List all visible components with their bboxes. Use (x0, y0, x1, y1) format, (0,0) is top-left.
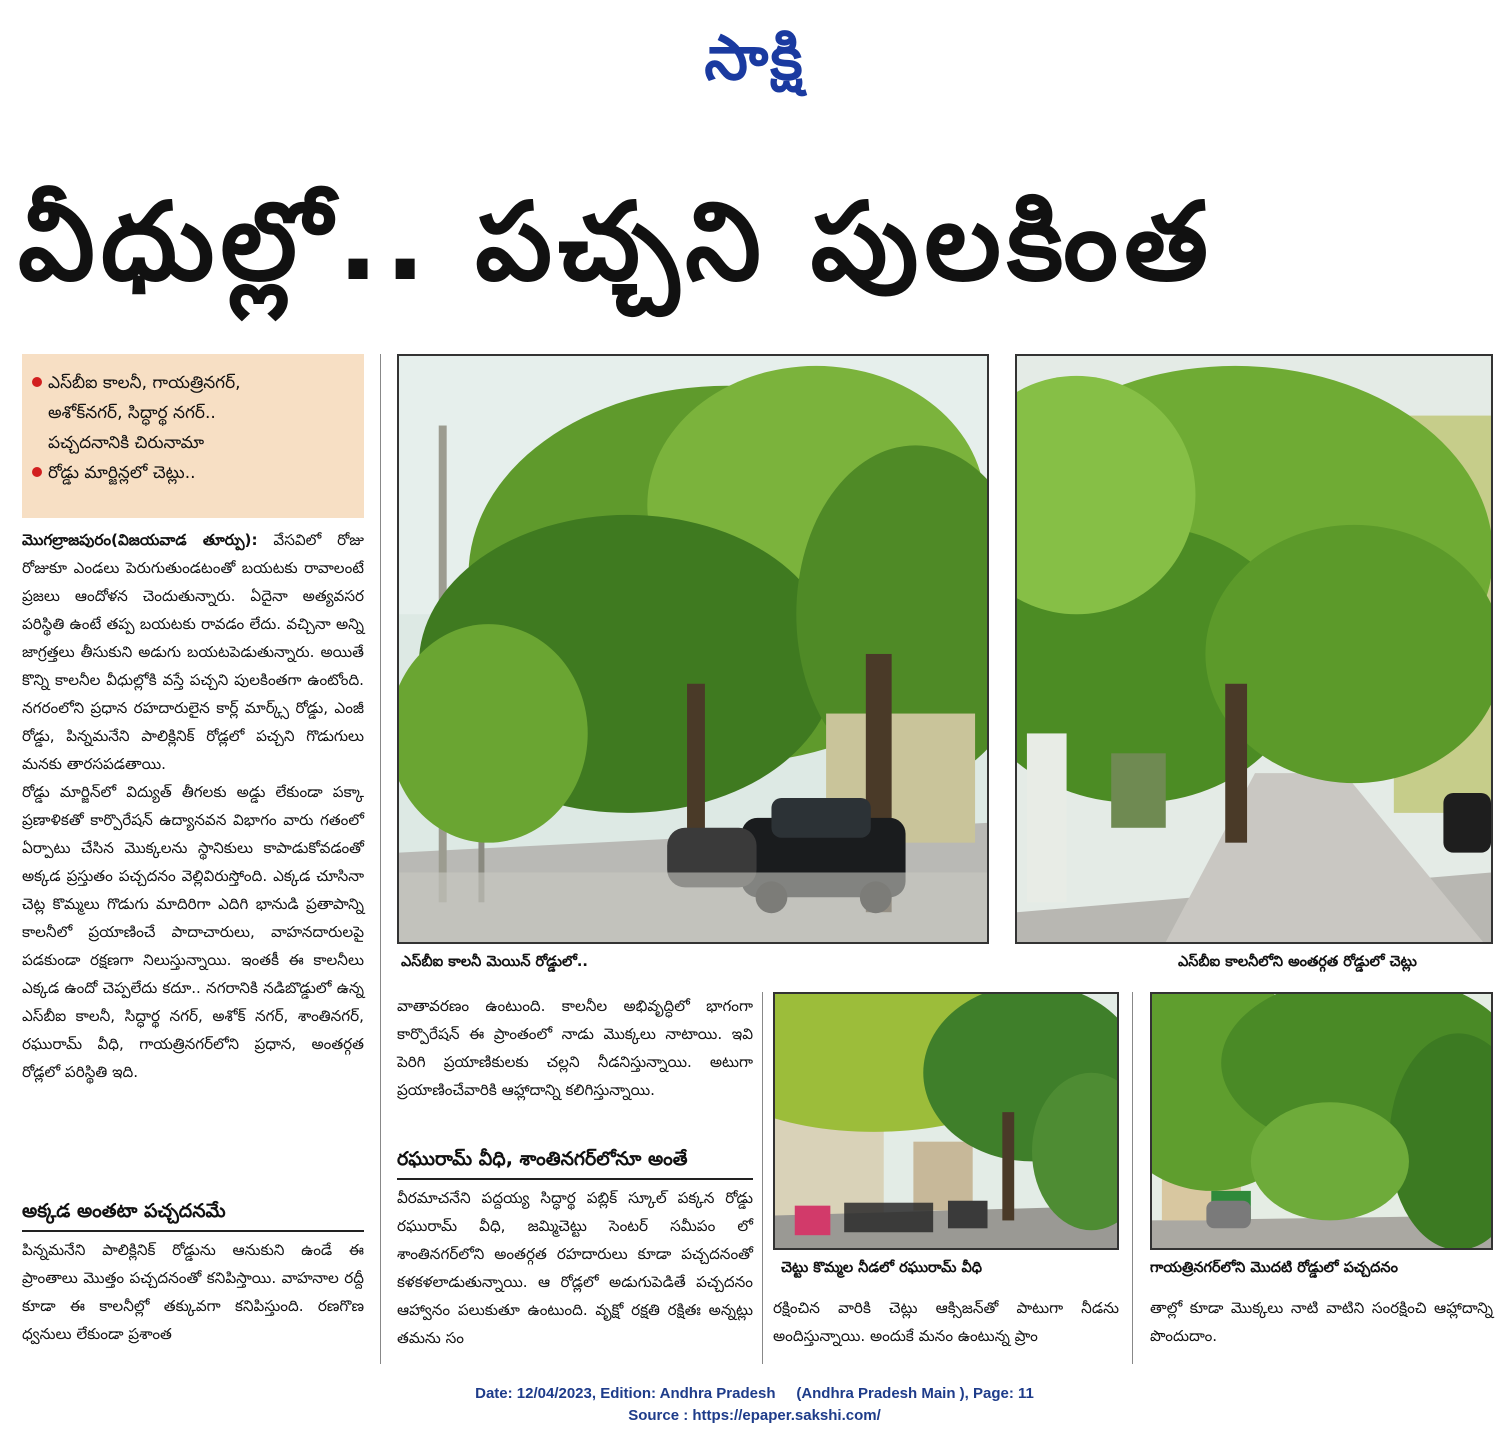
bullet-icon (32, 377, 42, 387)
caption-photo-4: గాయత్రినగర్‌లోని మొదటి రోడ్డులో పచ్చదనం (1150, 1260, 1398, 1276)
divider (22, 1230, 364, 1232)
footer-source-link[interactable]: Source : https://epaper.sakshi.com/ (628, 1407, 881, 1424)
photo-sbi-colony-main-road (397, 354, 989, 944)
subhead-2: రఘురామ్‌ వీధి, శాంతినగర్‌లోనూ అంతే (397, 1148, 688, 1170)
column-1-body (22, 526, 364, 1086)
footer-edition-line: Date: 12/04/2023, Edition: Andhra Pradesh (Andhra Pradesh Main ), Page: 11 (475, 1385, 1034, 1402)
highlight-item: రోడ్డు మార్జిన్లలో చెట్లు.. (32, 458, 354, 488)
sakshi-logo: సాక్షి (704, 21, 805, 94)
highlight-item-cont: పచ్చదనానికి చిరునామా (48, 433, 205, 453)
masthead (0, 18, 1509, 98)
paragraph: రక్షించిన వారికి చెట్లు ఆక్సిజన్‌తో పాటుగా నీడను అందిస్తున్నాయి. అందుకే మనం ఉంటున్న ప్రాం (773, 1299, 1119, 1345)
highlight-item: ఎస్‌బీఐ కాలనీ, గాయత్రినగర్, (32, 368, 354, 398)
photo-raghuram-street (773, 992, 1119, 1250)
subhead-1: అక్కడ అంతటా పచ్చదనమే (22, 1200, 226, 1222)
paragraph: మొగల్రాజపురం(విజయవాడ తూర్పు): వేసవిలో రోజు రోజుకూ ఎండలు పెరుగుతుండటంతో బయటకు రావాలంటే ప్రజలు ఆందోళన చెందుతున్నారు. ఏదైనా అత్యవసర పరిస్థితి ఉంటే తప్ప బయటకు రావడం లేదు. వచ్చినా అన్ని జాగ్రత్తలు తీసుకుని అడుగు బయటపెడుతున్నారు. అయితే కొన్ని కాలనీల వీధుల్లోకి వస్తే పచ్చని పులకింతగా ఉంటోంది. నగరంలోని ప్రధాన రహదారులైన కార్ల్‌ మార్క్స్‌ రోడ్డు, ఎంజీ రోడ్డు, పిన్నమనేని పాలిక్లినిక్‌ రోడ్లలో పచ్చని గొడుగులు మనకు తారసపడతాయి. (22, 531, 364, 773)
paragraph: రోడ్డు మార్జిన్‌లో విద్యుత్‌ తీగలకు అడ్డు లేకుండా పక్కా ప్రణాళికతో కార్పొరేషన్‌ ఉద్యానవన విభాగం వారు గతంలో ఏర్పాటు చేసిన మొక్కలను స్థానికులు కాపాడుకోవడంతో అక్కడ ప్రస్తుతం పచ్చదనం వెల్లివిరుస్తోంది. ఎక్కడ చూసినా చెట్ల కొమ్మలు గొడుగు మాదిరిగా ఎదిగి భానుడి ప్రతాపాన్ని కాలనీలో ప్రయాణించే పాదాచారులు, వాహనదారులపై పడకుండా రక్షణగా నిలుస్తున్నాయి. ఇంతకీ ఈ కాలనీలు ఎక్కడ ఉందో చెప్పలేదు కదూ.. నగరానికి నడిబొడ్డులో ఉన్న ఎస్‌బీఐ కాలనీ, సిద్ధార్థ నగర్‌, అశోక్‌ నగర్‌, శాంతినగర్‌, రఘురామ్‌ వీధి, గాయత్రినగర్‌లోని ప్రధాన, అంతర్గత రోడ్లలో పరిస్థితి ఇది. (22, 783, 364, 1081)
column-divider (380, 354, 381, 1364)
column-divider (1132, 992, 1133, 1364)
caption-photo-2: ఎస్‌బీఐ కాలనీలోని అంతర్గత రోడ్డులో చెట్లు (1178, 954, 1417, 970)
column-2-body (397, 992, 753, 1104)
paragraph: వాతావరణం ఉంటుంది. కాలనీల అభివృద్ధిలో భాగంగా కార్పొరేషన్‌ ఈ ప్రాంతంలో నాడు మొక్కలు నాటాయి. ఇవి పెరిగి ప్రయాణికులకు చల్లని నీడనిస్తున్నాయి. అటుగా ప్రయాణించేవారికి ఆహ్లాదాన్ని కలిగిస్తున్నాయి. (397, 997, 753, 1099)
paragraph: వీరమాచనేని పద్దయ్య సిద్ధార్థ పబ్లిక్‌ స్కూల్‌ పక్కన రోడ్డు రఘురామ్‌ వీధి, జమ్మిచెట్టు సెంటర్‌ సమీపం లో శాంతినగర్‌లోని అంతర్గత రహదారులు కూడా పచ్చదనంతో కళకళలాడుతున్నాయి. ఆ రోడ్లలో అడుగుపెడితే పచ్చదనం ఆహ్వానం పలుకుతూ ఉంటుంది. వృక్షో రక్షతి రక్షితః అన్నట్లు తమను సం (397, 1189, 753, 1347)
column-4-body (1150, 1294, 1493, 1350)
column-divider (762, 992, 763, 1364)
caption-photo-1: ఎస్‌బీఐ కాలనీ మెయిన్‌ రోడ్డులో.. (401, 954, 588, 970)
divider (397, 1178, 753, 1180)
paragraph: తాల్లో కూడా మొక్కలు నాటి వాటిని సంరక్షించి ఆహ్లాదాన్ని పొందుదాం. (1150, 1299, 1493, 1345)
paragraph: పిన్నమనేని పాలిక్లినిక్‌ రోడ్డును ఆనుకుని ఉండే ఈ ప్రాంతాలు మొత్తం పచ్చదనంతో కనిపిస్తాయి. వాహనాల రద్దీ కూడా ఈ కాలనీల్లో తక్కువగా కనిపిస్తుంది. రణగొణ ధ్వనులు లేకుండా ప్రశాంత (22, 1241, 364, 1343)
highlight-item-cont: అశోక్‌నగర్, సిద్ధార్థ నగర్.. (48, 403, 216, 423)
headline: వీధుల్లో.. పచ్చని పులకింత (18, 180, 1215, 305)
photo-sbi-colony-inner-road (1015, 354, 1493, 944)
column-2-body-cont (397, 1184, 753, 1352)
column-3-body (773, 1294, 1119, 1350)
footer (0, 1383, 1509, 1427)
column-1-body-cont (22, 1236, 364, 1348)
bullet-icon (32, 467, 42, 477)
caption-photo-3: చెట్టు కొమ్మల నీడలో రఘురామ్‌ వీధి (781, 1260, 983, 1276)
photo-gayatri-nagar-road (1150, 992, 1493, 1250)
highlights-box (22, 354, 364, 518)
dateline: మొగల్రాజపురం(విజయవాడ తూర్పు): (22, 531, 258, 549)
